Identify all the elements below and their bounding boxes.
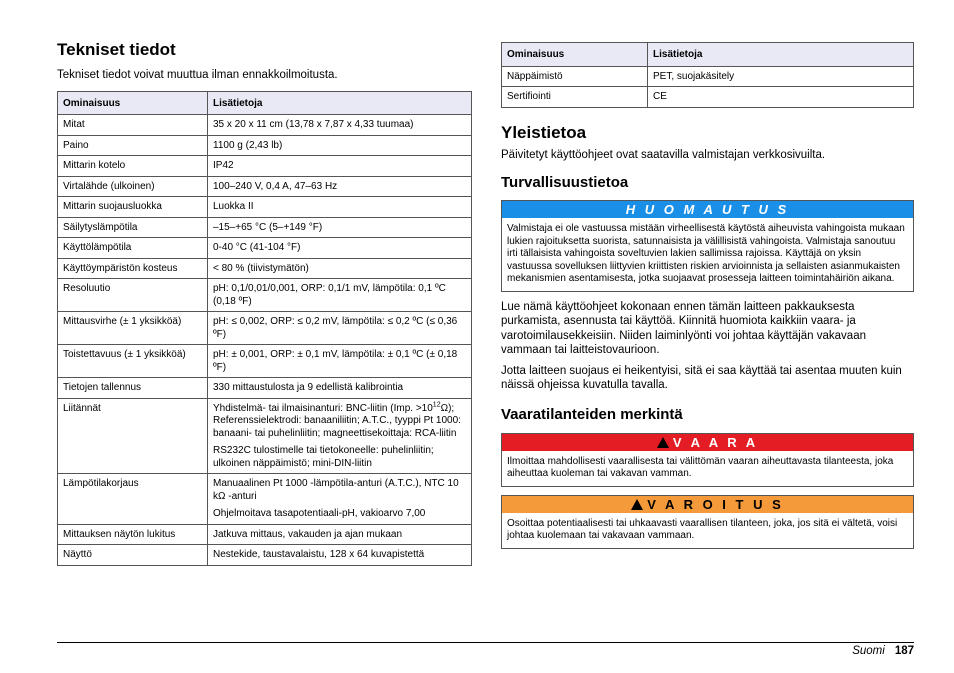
table-cell: Mittausvirhe (± 1 yksikköä) — [58, 312, 208, 345]
table-cell: 35 x 20 x 11 cm (13,78 x 7,87 x 4,33 tuumaa) — [208, 115, 472, 136]
table-row — [58, 279, 472, 312]
safety-paragraph-1: Lue nämä käyttöohjeet kokonaan ennen tämän laitteen pakkauksesta purkamista, asennusta tai käyttöä. Kiinnitä huomiota kaikkiin vaara- ja varotoimilausekkeisiin. Niiden laiminlyönti voi johtaa käyttäjän vakavaan vammaan tai laitteistovaurioon. — [501, 300, 866, 356]
warning-body: Osoittaa potentiaalisesti tai uhkaavasti vaarallisen tilanteen, joka, jos sitä ei vältetä, voisi johtaa kuolemaan tai vakavaan vammaan. — [507, 517, 898, 541]
table-cell: Paino — [58, 135, 208, 156]
table-row — [58, 378, 472, 399]
table-row — [502, 87, 914, 108]
section-title-hazard-labels: Vaaratilanteiden merkintä — [501, 405, 683, 423]
section-title-safety: Turvallisuustietoa — [501, 174, 629, 191]
connections-line-1 — [213, 403, 466, 441]
connections-text: Ω); Referenssielektrodi: banaaniliitin; A.T.C., tyyppi Pt 1000: banaani- tai puhelinliitin; magneettisekoittaja: RCA-liitin — [213, 402, 461, 439]
table-cell: 0-40 °C (41-104 °F) — [208, 238, 472, 259]
table-cell — [208, 398, 472, 474]
table-cell: pH: ≤ 0,002, ORP: ≤ 0,2 mV, lämpötila: ≤ 0,2 ºC (≤ 0,36 ºF) — [208, 312, 472, 345]
table-row — [58, 524, 472, 545]
table-cell: Sertifiointi — [502, 87, 648, 108]
table-cell: Toistettavuus (± 1 yksikköä) — [58, 345, 208, 378]
table-cell: IP42 — [208, 156, 472, 177]
table-cell: Mitat — [58, 115, 208, 136]
table-cell: Mittauksen näytön lukitus — [58, 524, 208, 545]
tempcomp-line-1: Manuaalinen Pt 1000 -lämpötila-anturi (A.T.C.), NTC 10 kΩ -anturi — [213, 478, 459, 502]
left-column — [57, 38, 472, 566]
table-row — [58, 176, 472, 197]
page-number: 187 — [894, 645, 914, 657]
tempcomp-line-2: Ohjelmoitava tasapotentiaali-pH, vakioarvo 7,00 — [213, 508, 426, 519]
table-cell: 330 mittaustulosta ja 9 edellistä kalibrointia — [208, 378, 472, 399]
warning-header-label: V A R O I T U S — [647, 496, 784, 512]
header-details: Lisätietoja — [648, 43, 914, 67]
table-cell: CE — [648, 87, 914, 108]
table-cell: Tietojen tallennus — [58, 378, 208, 399]
warning-triangle-icon — [631, 499, 643, 510]
general-text: Päivitetyt käyttöohjeet ovat saatavilla valmistajan verkkosivuilta. — [501, 148, 826, 161]
table-row — [502, 66, 914, 87]
warning-triangle-icon — [657, 437, 669, 448]
table-cell — [208, 474, 472, 525]
table-cell: Näppäimistö — [502, 66, 648, 87]
table-cell: Luokka II — [208, 197, 472, 218]
section-title-general: Yleistietoa — [501, 122, 587, 142]
table-cell: Mittarin suojausluokka — [58, 197, 208, 218]
table-cell: PET, suojakäsitely — [648, 66, 914, 87]
table-cell: Virtalähde (ulkoinen) — [58, 176, 208, 197]
notice-header: H U O M A U T U S — [502, 201, 913, 218]
table-cell: Mittarin kotelo — [58, 156, 208, 177]
specifications-intro: Tekniset tiedot voivat muuttua ilman ennakkoilmoitusta. — [57, 69, 338, 81]
footer-divider — [57, 642, 914, 643]
table-row — [58, 258, 472, 279]
table-row — [58, 156, 472, 177]
danger-header — [502, 434, 913, 451]
warning-box — [501, 495, 914, 549]
table-cell: 100–240 V, 0,4 A, 47–63 Hz — [208, 176, 472, 197]
danger-header-label: V A A R A — [672, 434, 759, 450]
table-row — [58, 115, 472, 136]
notice-box — [501, 200, 914, 292]
table-cell: Käyttöympäristön kosteus — [58, 258, 208, 279]
table-cell: Lämpötilakorjaus — [58, 474, 208, 525]
table-cell: –15–+65 °C (5–+149 °F) — [208, 217, 472, 238]
table-row — [58, 312, 472, 345]
table-row — [58, 474, 472, 525]
table-cell: Resoluutio — [58, 279, 208, 312]
header-feature: Ominaisuus — [502, 43, 648, 67]
table-row — [58, 197, 472, 218]
warning-header — [502, 496, 913, 513]
connections-text: Yhdistelmä- tai ilmaisinanturi: BNC-liitin (Imp. >10 — [213, 402, 433, 414]
table-row — [58, 398, 472, 474]
table-cell: Näyttö — [58, 545, 208, 566]
notice-body: Valmistaja ei ole vastuussa mistään virheellisestä käytöstä aiheuvista vahingoista mukaan lukien rajoituksetta suorista, satunnaisista ja välillisistä vahingoista. Valmistaja sanoutuu irti tällaisista vahingoista soveltuvien lakien sallimissa rajoissa. Käyttäjä on yksin vastuussa sovelluksen liittyvien kriittisten riskien arvioinnista ja sellaisten asianmukaisten mekanismien asentamisesta, jotka suojaavat prosesseja laitteen toimintahäiriön aikana. — [507, 223, 905, 284]
table-cell: Käyttölämpötila — [58, 238, 208, 259]
table-row — [58, 345, 472, 378]
page-footer — [852, 644, 914, 658]
header-details: Lisätietoja — [208, 91, 472, 115]
section-title-specifications: Tekniset tiedot — [57, 40, 176, 59]
table-cell: Säilytyslämpötila — [58, 217, 208, 238]
connections-line-2: RS232C tulostimelle tai tietokoneelle: puhelinliitin; ulkoinen näppäimistö; mini-DIN-liitin — [213, 445, 434, 469]
specifications-table-continued — [501, 42, 914, 108]
table-cell: 1100 g (2,43 lb) — [208, 135, 472, 156]
specifications-table — [57, 91, 472, 566]
right-column — [501, 42, 914, 549]
table-cell: Liitännät — [58, 398, 208, 474]
table-cell: Jatkuva mittaus, vakauden ja ajan mukaan — [208, 524, 472, 545]
safety-paragraph-2: Jotta laitteen suojaus ei heikentyisi, sitä ei saa käyttää tai asentaa muuten kuin näissä ohjeissa kuvatulla tavalla. — [501, 364, 902, 391]
danger-box — [501, 433, 914, 487]
footer-language: Suomi — [852, 645, 885, 657]
table-header-row — [502, 43, 914, 67]
table-cell: Nestekide, taustavalaistu, 128 x 64 kuvapistettä — [208, 545, 472, 566]
table-row — [58, 238, 472, 259]
table-cell: pH: ± 0,001, ORP: ± 0,1 mV, lämpötila: ± 0,1 ºC (± 0,18 ºF) — [208, 345, 472, 378]
table-header-row — [58, 91, 472, 115]
table-row — [58, 545, 472, 566]
header-feature: Ominaisuus — [58, 91, 208, 115]
table-cell: < 80 % (tiivistymätön) — [208, 258, 472, 279]
table-row — [58, 217, 472, 238]
danger-body: Ilmoittaa mahdollisesti vaarallisesta tai välittömän vaaran aiheuttavasta tilanteesta, joka aiheuttaa kuoleman tai vakavan vamman. — [507, 455, 894, 479]
table-row — [58, 135, 472, 156]
table-cell: pH: 0,1/0,01/0,001, ORP: 0,1/1 mV, lämpötila: 0,1 ºC (0,18 ºF) — [208, 279, 472, 312]
connections-superscript: 12 — [432, 401, 441, 409]
